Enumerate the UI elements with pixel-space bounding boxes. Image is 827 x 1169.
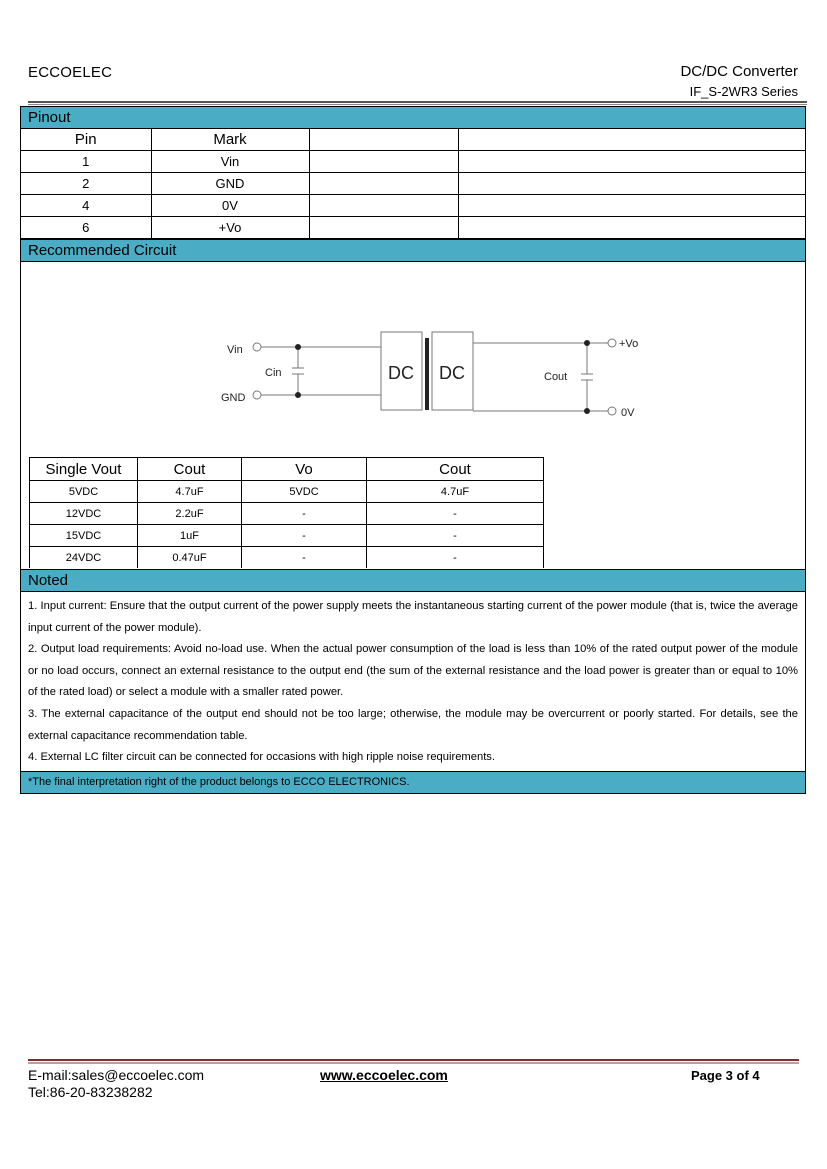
- pin-mark: Vin: [151, 151, 309, 173]
- table-row: [30, 525, 544, 547]
- note-item: 3. The external capacitance of the output end should not be too large; otherwise, the module may be overcurrent or poorly started. For details, see the external capacitance recommendation table.: [28, 707, 798, 742]
- junction-dot: [584, 340, 590, 346]
- gnd-terminal: [253, 391, 261, 399]
- cap-cell: 5VDC: [30, 481, 138, 503]
- footer-rule: [28, 1059, 799, 1061]
- datasheet-frame: [20, 106, 806, 794]
- section-header-pinout: Pinout: [21, 107, 805, 129]
- dc-right-label: DC: [439, 363, 465, 383]
- junction-dot: [584, 408, 590, 414]
- pin-mark: 0V: [151, 195, 309, 217]
- vin-label: Vin: [227, 344, 243, 356]
- recommended-circuit: [21, 262, 805, 570]
- junction-dot: [295, 344, 301, 350]
- cap-header-row: [30, 458, 544, 481]
- cap-cell: -: [367, 503, 544, 525]
- cap-col-vo: Vo: [242, 458, 367, 481]
- cap-cell: 12VDC: [30, 503, 138, 525]
- table-row: [30, 503, 544, 525]
- vo-label: +Vo: [619, 338, 639, 350]
- footer-rule-light: [28, 1062, 799, 1064]
- pin-mark: GND: [151, 173, 309, 195]
- empty-cell: [309, 217, 458, 239]
- cap-col-single-vout: Single Vout: [30, 458, 138, 481]
- cap-cell: -: [242, 547, 367, 569]
- circuit-diagram: [201, 312, 651, 422]
- vin-terminal: [253, 343, 261, 351]
- cap-cell: 15VDC: [30, 525, 138, 547]
- vo-terminal: [608, 339, 616, 347]
- pinout-col-pin: Pin: [21, 129, 151, 151]
- table-row: [21, 195, 805, 217]
- pin-number: 2: [21, 173, 151, 195]
- cin-label: Cin: [265, 367, 282, 379]
- section-header-noted: Noted: [21, 570, 805, 592]
- empty-cell: [458, 151, 805, 173]
- note-item: 1. Input current: Ensure that the output current of the power supply meets the instantaneous starting current of the power module (that is, twice the average input current of the power module).: [28, 600, 798, 634]
- note-item: 2. Output load requirements: Avoid no-load use. When the actual power consumption of the load is less than 10% of the rated output power of the module or no load occurs, connect an external resistance to the output end (the sum of the external resistance and the load power is greater than or equal to 10% of the rated load) or select a module with a smaller rated power.: [28, 643, 798, 699]
- pin-mark: +Vo: [151, 217, 309, 239]
- table-row: [21, 151, 805, 173]
- junction-dot: [295, 392, 301, 398]
- ov-label: 0V: [621, 407, 635, 419]
- footer-website-link[interactable]: www.eccoelec.com: [320, 1067, 448, 1083]
- cout-label: Cout: [544, 371, 568, 383]
- pin-number: 6: [21, 217, 151, 239]
- header-rule: [28, 101, 807, 103]
- empty-cell: [458, 195, 805, 217]
- table-row: [30, 481, 544, 503]
- table-row: [21, 217, 805, 239]
- ov-terminal: [608, 407, 616, 415]
- empty-cell: [458, 173, 805, 195]
- note-item: 4. External LC filter circuit can be connected for occasions with high ripple noise requirements.: [28, 751, 496, 764]
- footer-tel: Tel:86-20-83238282: [28, 1084, 153, 1100]
- document-series: IF_S-2WR3 Series: [689, 84, 798, 99]
- pinout-col-mark: Mark: [151, 129, 309, 151]
- footnote: *The final interpretation right of the product belongs to ECCO ELECTRONICS.: [21, 772, 805, 793]
- cap-col-cout: Cout: [367, 458, 544, 481]
- capacitance-table: [29, 457, 544, 568]
- empty-cell: [458, 217, 805, 239]
- transformer-core: [425, 338, 429, 410]
- document-title: DC/DC Converter: [680, 63, 798, 80]
- table-row: [21, 173, 805, 195]
- cap-cell: 1uF: [138, 525, 242, 547]
- cap-col-cout: Cout: [138, 458, 242, 481]
- header-rule-thin: [28, 104, 807, 105]
- pin-number: 1: [21, 151, 151, 173]
- pin-number: 4: [21, 195, 151, 217]
- cap-cell: 4.7uF: [367, 481, 544, 503]
- cap-cell: 5VDC: [242, 481, 367, 503]
- notes-list: [21, 592, 805, 772]
- section-header-recommended-circuit: Recommended Circuit: [21, 239, 805, 262]
- cap-cell: -: [367, 525, 544, 547]
- table-row: [30, 547, 544, 569]
- gnd-label: GND: [221, 392, 246, 404]
- page-number: Page 3 of 4: [691, 1068, 760, 1083]
- dc-left-label: DC: [388, 363, 414, 383]
- cap-cell: -: [367, 547, 544, 569]
- cap-cell: 0.47uF: [138, 547, 242, 569]
- cap-cell: 2.2uF: [138, 503, 242, 525]
- footer-email[interactable]: E-mail:sales@eccoelec.com: [28, 1067, 205, 1083]
- empty-cell: [309, 173, 458, 195]
- brand-name: ECCOELEC: [28, 64, 113, 81]
- cap-cell: -: [242, 525, 367, 547]
- pinout-col-empty: [458, 129, 805, 151]
- pinout-header-row: [21, 129, 805, 151]
- cap-cell: -: [242, 503, 367, 525]
- pinout-col-empty: [309, 129, 458, 151]
- empty-cell: [309, 151, 458, 173]
- cap-cell: 24VDC: [30, 547, 138, 569]
- cap-cell: 4.7uF: [138, 481, 242, 503]
- empty-cell: [309, 195, 458, 217]
- pinout-table: [21, 129, 805, 239]
